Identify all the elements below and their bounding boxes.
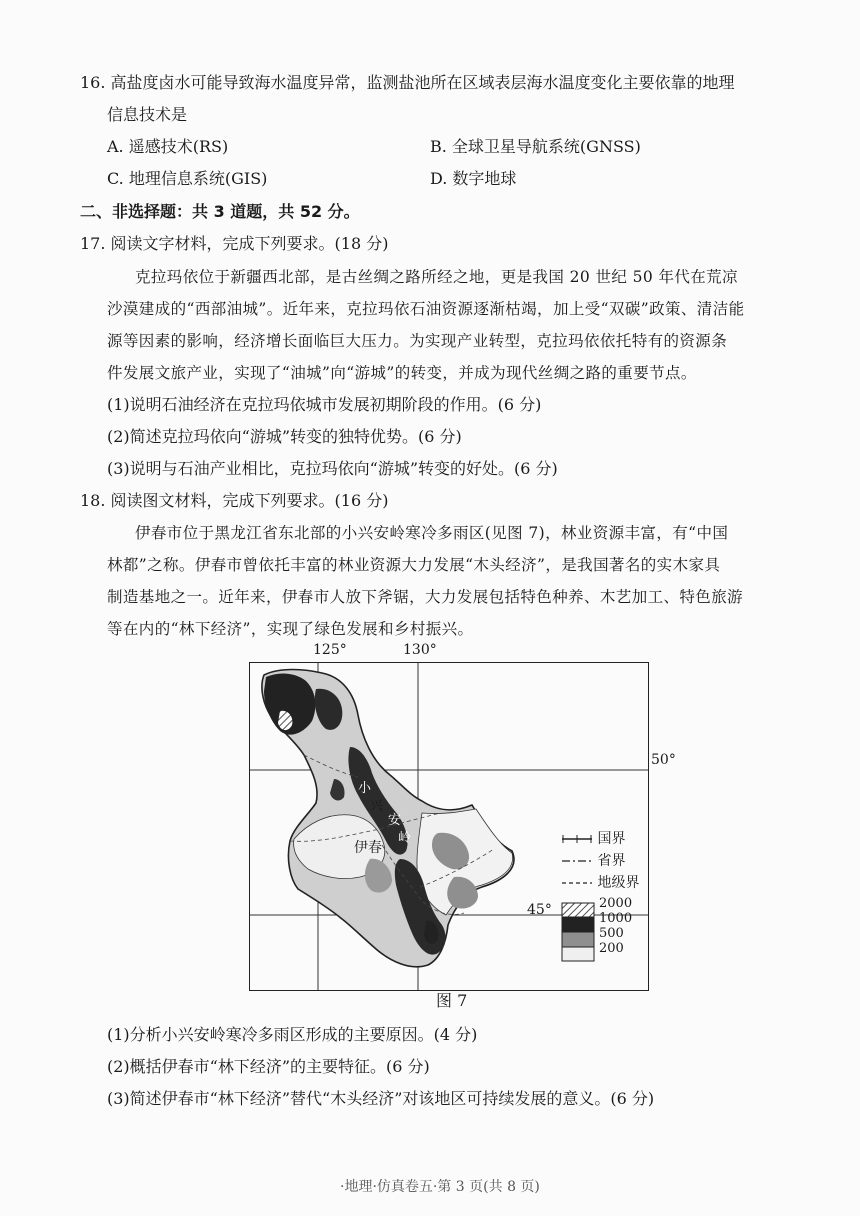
q17-sub1: (1)说明石油经济在克拉玛依城市发展初期阶段的作用。(6 分) <box>107 395 542 414</box>
national-border-symbol <box>561 833 593 845</box>
lat-label-50: 50° <box>651 752 676 768</box>
figure-7-map <box>245 640 715 1000</box>
lat-label-45: 45° <box>527 902 552 918</box>
q17-material-line2: 沙漠建成的“西部油城”。近年来，克拉玛依石油资源逐渐枯竭，加上受“双碳”政策、清洁能 <box>107 300 745 318</box>
legend-national-border <box>561 828 625 848</box>
legend-prefecture-border <box>561 872 639 892</box>
prefecture-border-symbol <box>561 877 593 889</box>
provincial-border-symbol <box>561 855 593 867</box>
legend-national-border-label: 国界 <box>597 831 626 847</box>
swatch-2000 <box>562 903 594 917</box>
legend-provincial-border-label: 省界 <box>597 853 626 869</box>
q18-sub2: (2)概括伊春市“林下经济”的主要特征。(6 分) <box>107 1057 430 1076</box>
q16-option-c: C. 地理信息系统(GIS) <box>107 169 268 188</box>
q17-material-line1: 克拉玛依位于新疆西北部，是古丝绸之路所经之地，更是我国 20 世纪 50 年代在荒凉 <box>135 268 738 286</box>
city-label-yichun: 伊春 <box>354 840 382 856</box>
map-legend <box>561 828 711 968</box>
q16-option-d: D. 数字地球 <box>430 169 517 188</box>
legend-prefecture-border-label: 地级界 <box>597 875 640 891</box>
range-label-xiao: 小 <box>358 781 372 796</box>
q17-sub2: (2)简述克拉玛依向“游城”转变的独特优势。(6 分) <box>107 427 462 446</box>
swatch-200 <box>562 947 594 961</box>
elev-label-1000: 1000 <box>599 911 633 926</box>
section-heading: 二、非选择题：共 3 道题，共 52 分。 <box>80 202 360 221</box>
lon-label-125: 125° <box>313 642 347 658</box>
elev-label-2000: 2000 <box>599 896 633 911</box>
range-label-xing: 兴 <box>370 799 384 814</box>
q18-material-line3: 制造基地之一。近年来，伊春市人放下斧锯，大力发展包括特色种养、木艺加工、特色旅游 <box>107 588 744 606</box>
page-footer: ·地理·仿真卷五·第 3 页(共 8 页) <box>340 1179 540 1195</box>
q16-stem-line2: 信息技术是 <box>107 105 188 124</box>
q16-option-a: A. 遥感技术(RS) <box>107 137 229 156</box>
q17-material-line4: 件发展文旅产业，实现了“油城”向“游城”的转变，并成为现代丝绸之路的重要节点。 <box>107 364 697 382</box>
elev-label-500: 500 <box>599 926 624 941</box>
q18-material-line2: 林都”之称。伊春市曾依托丰富的林业资源大力发展“木头经济”，是我国著名的实木家具 <box>107 556 721 574</box>
range-label-an: 安 <box>388 813 402 828</box>
elevation-scale <box>561 896 633 966</box>
swatch-1000 <box>562 917 594 932</box>
q18-material-line4: 等在内的“林下经济”，实现了绿色发展和乡村振兴。 <box>107 620 474 638</box>
lon-label-130: 130° <box>403 642 437 658</box>
figure-caption: 图 7 <box>436 991 468 1010</box>
q16-stem-line1: 16. 高盐度卤水可能导致海水温度异常，监测盐池所在区域表层海水温度变化主要依靠的地理 <box>80 73 735 92</box>
q17-title: 17. 阅读文字材料，完成下列要求。(18 分) <box>80 234 389 253</box>
q18-sub3: (3)简述伊春市“林下经济”替代“木头经济”对该地区可持续发展的意义。(6 分) <box>107 1089 655 1108</box>
legend-provincial-border <box>561 850 625 870</box>
range-label-ling: 岭 <box>398 831 412 846</box>
q17-material-line3: 源等因素的影响，经济增长面临巨大压力。为实现产业转型，克拉玛依依托特有的资源条 <box>107 332 728 350</box>
q18-sub1: (1)分析小兴安岭寒冷多雨区形成的主要原因。(4 分) <box>107 1025 478 1044</box>
q18-title: 18. 阅读图文材料，完成下列要求。(16 分) <box>80 491 389 510</box>
q16-option-b: B. 全球卫星导航系统(GNSS) <box>430 137 641 156</box>
swatch-500 <box>562 932 594 947</box>
q17-sub3: (3)说明与石油产业相比，克拉玛依向“游城”转变的好处。(6 分) <box>107 459 558 478</box>
elev-label-200: 200 <box>599 941 624 956</box>
q18-material-line1: 伊春市位于黑龙江省东北部的小兴安岭寒冷多雨区(见图 7)，林业资源丰富，有“中国 <box>135 524 729 542</box>
elevation-swatches <box>561 902 595 962</box>
